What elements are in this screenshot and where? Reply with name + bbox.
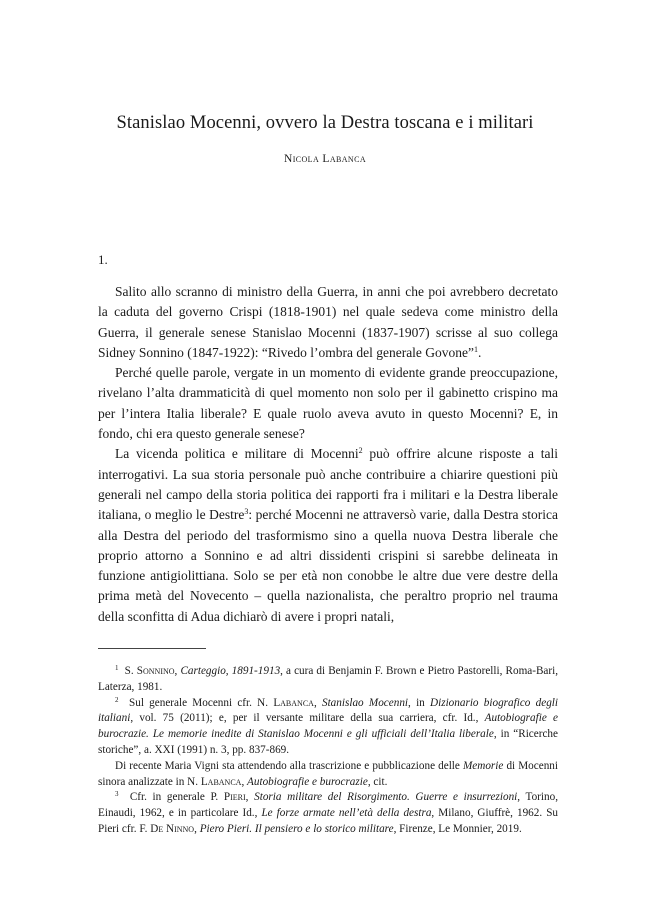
footnotes [98,664,558,838]
footnote-2-continued [98,759,558,791]
footnote-ref-2[interactable]: 2 [358,446,363,456]
paragraph-1 [98,282,558,363]
footnote-2 [98,696,558,759]
footnote-3-author-2: De Ninno [150,822,195,835]
footnote-3-text-f: , Firenze, Le Monnier, 2019. [393,822,522,835]
paragraph-1-tail: . [478,344,482,360]
footnote-2-text-e: , in “Ricerche storiche”, a. XXI (1991) n. 3, pp. 837-869. [98,728,558,756]
footnote-3-text-c: , Torino, Einaudi, 1962, e in particolare Id., [98,791,558,820]
footnote-2b-title-1: Memorie [462,759,504,772]
paragraph-3 [98,444,558,627]
paragraph-2: Perché quelle parole, vergate in un momento di evidente grande preoccupazione, rivelano l’alta drammaticità di quel momento non solo per il gabinetto crispino ma per l’intera Italia liberale? E quale ruolo aveva avuto in questo Mocenni? E, in fondo, chi era questo generale senese? [98,365,558,442]
footnote-2-text-d: , vol. 75 (2011); e, per il versante militare della sua carriera, cfr. Id., [130,712,485,725]
footnote-3 [98,790,558,837]
footnote-ref-3[interactable]: 3 [244,507,249,517]
footnote-2b-title-2: Autobiografie e burocrazie [247,775,368,788]
footnote-2-title-3: Autobiografie e burocrazie. Le memorie inedite di Stanislao Mocenni e gli ufficiali dell’Italia liberale [98,712,558,741]
paragraph-3-part-a: La vicenda politica e militare di Mocenni [115,446,359,462]
paragraph-1-text: Salito allo scranno di ministro della Guerra, in anni che poi avrebbero decretato la caduta del governo Crispi (1818-1901) nel quale sedeva come ministro della Guerra, il generale senese Stanislao Mocenni (1837-1907) scrisse al suo collega Sidney Sonnino (1847-1922): “Rivedo l’ombra del generale Govone” [98,284,558,360]
footnote-3-text-d: , Milano, Giuffrè, 1962. Su Pieri cfr. F. [98,807,559,835]
footnote-2-number: 2 [115,695,119,704]
footnote-3-text-e: , [194,822,200,835]
footnote-3-text-a: Cfr. in generale P. [129,791,224,804]
footnote-2-text-c: , in [408,696,431,709]
footnote-1-number: 1 [115,664,119,672]
footnote-3-text-b: , [245,791,255,804]
footnote-3-number: 3 [115,790,119,799]
footnote-3-title-2: Le forze armate nell’età della destra [261,807,432,820]
footnote-3-author-1: Pieri [223,791,246,804]
footnote-1-author: S. Sonnino [124,665,175,677]
footnote-2b-text-d: , cit. [367,775,388,788]
paragraph-3-part-c: : perché Mocenni ne attraversò varie, dalla Destra storica alla Destra del periodo del trasformismo sino a quella nuova Destra liberale che proprio attorno a Sonnino e ad altri dissidenti crispini si sarebbe delineata in funzione antigiolittiana. Solo se per età non conobbe le altre due vere destre della prima metà del Novecento – quella nazionalista, che peraltro proprio nel trauma della sconfitta di Adua dichiarò di avere i propri natali, [98,507,558,624]
section-number: 1. [98,252,108,267]
chapter-author: Nicola Labanca [283,153,367,165]
footnote-2-title-2: Dizionario biografico degli italiani [98,696,558,725]
footnote-2-text-a: Sul generale Mocenni cfr. N. [129,696,274,709]
footnote-2b-text-a: Di recente Maria Vigni sta attendendo alla trascrizione e pubblicazione delle [115,759,463,772]
footnote-3-title-1: Storia militare del Risorgimento. Guerre e insurrezioni [254,791,518,804]
chapter-title: Stanislao Mocenni, ovvero la Destra toscana e i militari [116,113,534,133]
footnote-2-text-b: , [313,696,322,709]
footnote-2b-text-b: di Mocenni sinora analizzate in N. [98,759,558,788]
footnote-separator [98,648,206,649]
footnote-2-author: Labanca [273,696,314,709]
footnote-2-title-1: Stanislao Mocenni [321,696,409,709]
footnote-ref-1[interactable]: 1 [474,344,479,354]
footnote-1-rest: , a cura di Benjamin F. Brown e Pietro Pastorelli, Roma-Bari, Laterza, 1981. [98,665,559,693]
footnote-2b-text-c: , [241,775,248,788]
paragraph-3-part-b: può offrire alcune risposte a tali interrogativi. La sua storia personale può anche contribuire a chiarire questioni più generali nel campo della storia politica dei rapporti fra i militari e la Destra liberale italiana, o meglio le Destre [98,446,558,523]
footnote-3-title-3: Piero Pieri. Il pensiero e lo storico militare [199,822,394,835]
footnote-2b-author: Labanca [200,775,242,788]
body-text [98,282,558,627]
footnote-1: $^1$ S. Sonnino, Carteggio, 1891-1913, a cura di Benjamin F. Brown e Pietro Pastorelli, Roma-Bari, Laterza, 1981. [98,664,559,693]
footnote-1-title: Carteggio, 1891-1913 [180,665,281,677]
